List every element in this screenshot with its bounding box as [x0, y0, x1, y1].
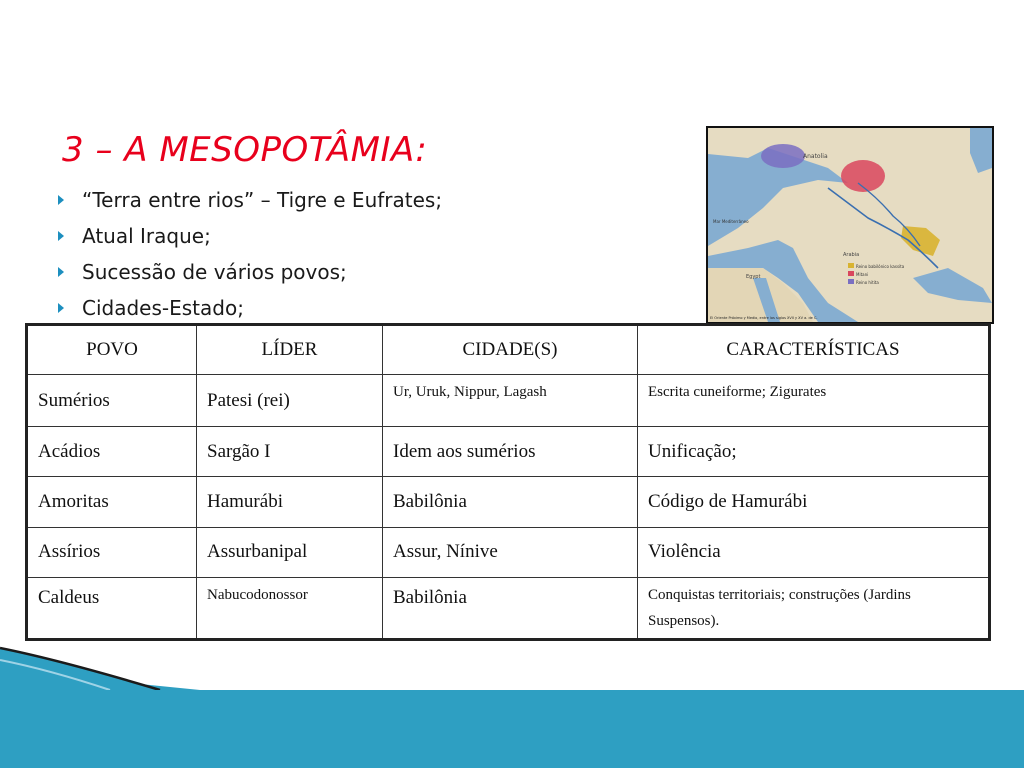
map-label-egypt: Egypt	[746, 274, 761, 280]
peoples-table	[25, 323, 991, 641]
column-header: CIDADE(S)	[383, 325, 638, 375]
bullet-item	[58, 290, 442, 326]
cell-lider: Hamurábi	[197, 477, 383, 527]
bullet-item	[58, 182, 442, 218]
bullet-arrow-icon	[58, 267, 64, 277]
table-row	[27, 527, 990, 577]
cell-lider: Nabucodonossor	[197, 577, 383, 639]
cell-lider: Assurbanipal	[197, 527, 383, 577]
bullet-item	[58, 218, 442, 254]
bottom-bar	[0, 690, 1024, 768]
cell-povo: Amoritas	[27, 477, 197, 527]
cell-cidades: Babilônia	[383, 577, 638, 639]
table-row	[27, 427, 990, 477]
cell-lider: Sargão I	[197, 427, 383, 477]
bullet-text: Cidades-Estado;	[82, 296, 244, 320]
cell-cidades: Ur, Uruk, Nippur, Lagash	[383, 375, 638, 427]
bullet-text: Atual Iraque;	[82, 224, 211, 248]
mesopotamia-map-image	[706, 126, 994, 324]
cell-povo: Assírios	[27, 527, 197, 577]
table-row	[27, 477, 990, 527]
cell-caracteristicas: Escrita cuneiforme; Zigurates	[638, 375, 990, 427]
map-legend-2: Mitani	[856, 272, 869, 277]
cell-povo: Caldeus	[27, 577, 197, 639]
map-label-arabia: Arabia	[843, 252, 860, 258]
cell-povo: Acádios	[27, 427, 197, 477]
map-caption: El Oriente Próximo y Medio, entre los siglos XVII y XV a. de C.	[710, 316, 818, 320]
map-legend-3: Reino hitita	[856, 280, 879, 285]
cell-caracteristicas: Código de Hamurábi	[638, 477, 990, 527]
bullet-item	[58, 254, 442, 290]
map-graphic	[708, 128, 992, 322]
cell-lider: Patesi (rei)	[197, 375, 383, 427]
map-label-anatolia: Anatolia	[803, 153, 828, 160]
table-row	[27, 577, 990, 639]
table-row	[27, 375, 990, 427]
bullet-list	[58, 182, 442, 326]
map-legend-1: Reino babilónico kassita	[856, 264, 905, 269]
cell-cidades: Babilônia	[383, 477, 638, 527]
table-header-row	[27, 325, 990, 375]
bullet-arrow-icon	[58, 303, 64, 313]
map-label-sea: Mar Mediterrâneo	[713, 219, 749, 224]
cell-cidades: Idem aos sumérios	[383, 427, 638, 477]
cell-cidades: Assur, Nínive	[383, 527, 638, 577]
column-header: LÍDER	[197, 325, 383, 375]
cell-caracteristicas: Conquistas territoriais; construções (Jardins Suspensos).	[638, 577, 990, 639]
cell-caracteristicas: Violência	[638, 527, 990, 577]
column-header: POVO	[27, 325, 197, 375]
cell-povo: Sumérios	[27, 375, 197, 427]
slide-title: 3 – A MESOPOTÂMIA:	[62, 130, 428, 170]
bullet-text: “Terra entre rios” – Tigre e Eufrates;	[82, 188, 443, 212]
column-header: CARACTERÍSTICAS	[638, 325, 990, 375]
bullet-arrow-icon	[58, 195, 64, 205]
bullet-arrow-icon	[58, 231, 64, 241]
cell-caracteristicas: Unificação;	[638, 427, 990, 477]
bullet-text: Sucessão de vários povos;	[82, 260, 347, 284]
